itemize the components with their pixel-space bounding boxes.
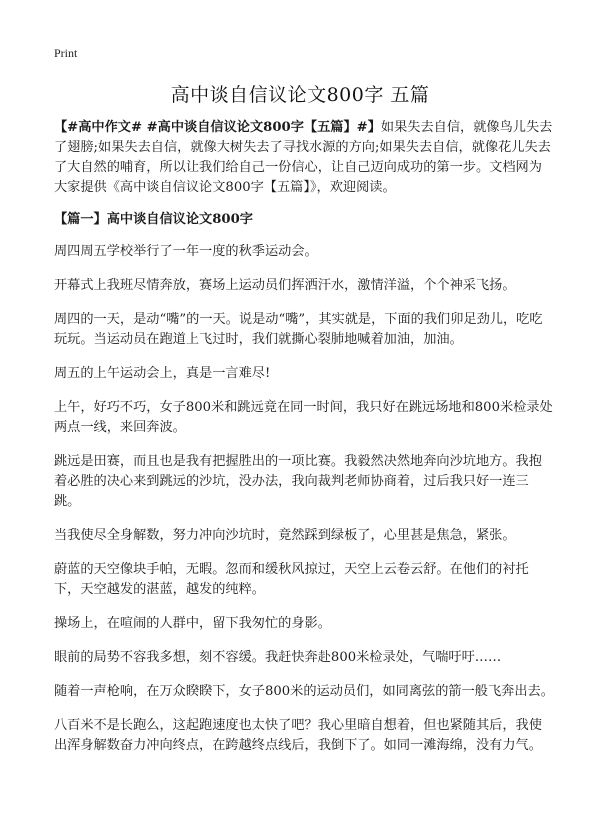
intro-tag: 【#高中作文# #高中谈自信议论文800字【五篇】#】 — [54, 120, 381, 135]
body-paragraph: 周四周五学校举行了一年一度的秋季运动会。 — [54, 244, 318, 259]
intro-paragraph — [54, 118, 554, 198]
body-paragraph: 开幕式上我班尽情奔放，赛场上运动员们挥洒汗水，激情洋溢，个个神采飞扬。 — [54, 278, 516, 293]
intro-text: 如果失去自信，就像鸟儿失去了翅膀;如果失去自信，就像大树失去了寻找水源的方向;如果失去自信，就像花儿失去了大自然的哺育，所以让我们给自己一份信心，让自己迈向成功的第一步。文档网为大家提供《高中谈自信议论文800字【五篇】》，欢迎阅读。 — [54, 120, 553, 195]
body-paragraph: 操场上，在喧闹的人群中，留下我匆忙的身影。 — [54, 616, 331, 631]
body-paragraph: 随着一声枪响，在万众睽睽下，女子800米的运动员们，如同离弦的箭一般飞奔出去。 — [54, 684, 554, 699]
document-title: 高中谈自信议论文800字 五篇 — [170, 84, 430, 106]
body-paragraph: 上午，好巧不巧，女子800米和跳远竟在同一时间，我只好在跳远场地和800米检录处两点一线，来回奔波。 — [54, 400, 553, 435]
body-paragraph: 蔚蓝的天空像块手帕，无暇。忽而和缓秋风掠过，天空上云卷云舒。在他们的衬托下，天空越发的湛蓝，越发的纯粹。 — [54, 562, 529, 597]
section-heading: 【篇一】高中谈自信议论文800字 — [54, 212, 253, 227]
body-paragraph: 周四的一天，是动“嘴”的一天。说是动“嘴”，其实就是，下面的我们卯足劲儿，吃吃玩玩。当运动员在跑道上飞过时，我们就撕心裂肺地喊着加油，加油。 — [54, 312, 543, 347]
body-paragraph: 当我使尽全身解数，努力冲向沙坑时，竟然踩到绿板了，心里甚是焦急，紧张。 — [54, 528, 516, 543]
body-paragraph: 周五的上午运动会上，真是一言难尽! — [54, 366, 271, 381]
body-paragraph: 八百米不是长跑么，这起跑速度也太快了吧？我心里暗自想着，但也紧随其后，我使出浑身解数奋力冲向终点，在跨越终点线后，我倒下了。如同一滩海绵，没有力气。 — [54, 718, 542, 753]
body-paragraph: 眼前的局势不容我多想，刻不容缓。我赶快奔赴800米检录处，气喘吁吁…… — [54, 650, 502, 665]
print-label: Print — [54, 46, 78, 60]
document-body — [54, 118, 554, 770]
body-paragraph: 跳远是田赛，而且也是我有把握胜出的一项比赛。我毅然决然地奔向沙坑地方。我抱着必胜的决心来到跳远的沙坑，没办法，我向裁判老师协商着，过后我只好一连三跳。 — [54, 454, 542, 509]
